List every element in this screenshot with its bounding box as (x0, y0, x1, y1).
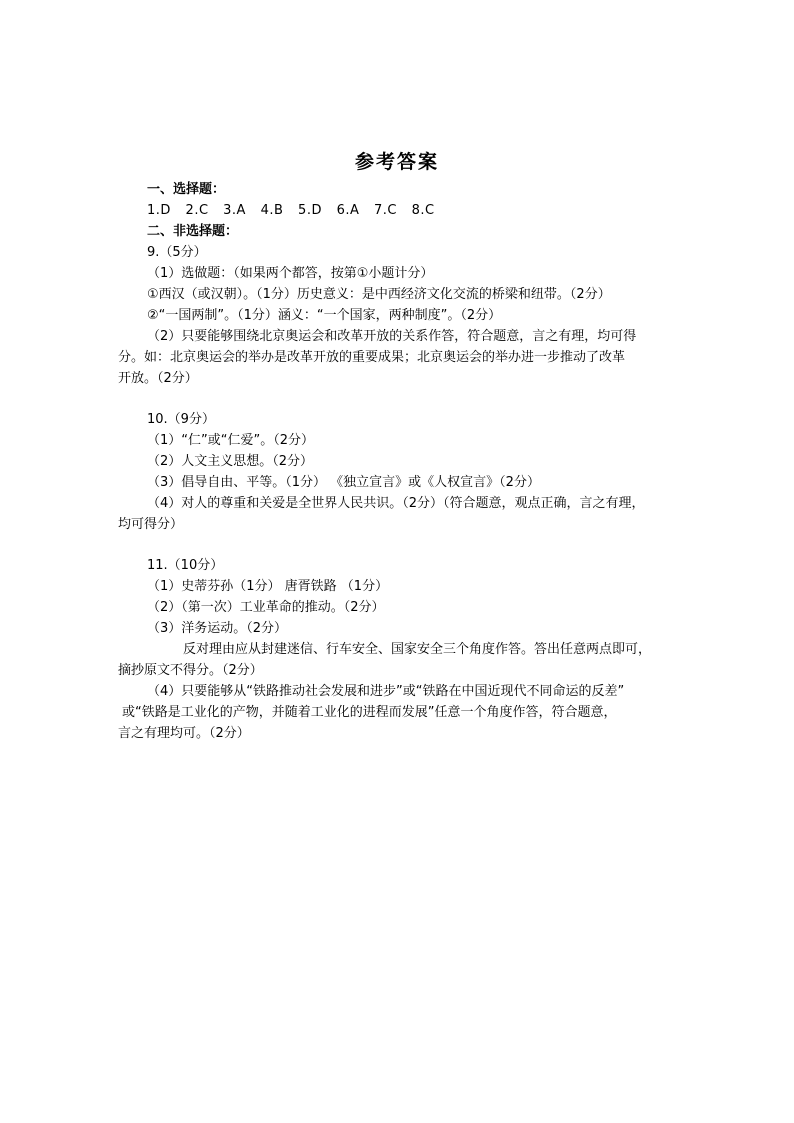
q10-line-1: （1）“仁”或“仁爱”。（2分） (147, 433, 314, 448)
multiple-choice-answers: 1.D 2.C 3.A 4.B 5.D 6.A 7.C 8.C (147, 203, 435, 218)
q11-line-3: （3）洋务运动。（2分） (147, 621, 288, 636)
q9-line-1: （1）选做题：（如果两个都答，按第①小题计分） (147, 266, 434, 281)
q9-line-3: ②“一国两制”。（1分）涵义：“一个国家，两种制度”。（2分） (147, 308, 502, 323)
q9-heading: 9.（5分） (147, 245, 207, 260)
q11-line-5: 摘抄原文不得分。（2分） (118, 663, 263, 678)
q9-line-6: 开放。（2分） (118, 371, 198, 386)
q10-line-2: （2）人文主义思想。（2分） (147, 454, 314, 469)
q9-line-5: 分。如：北京奥运会的举办是改革开放的重要成果；北京奥运会的举办进一步推动了改革 (118, 350, 626, 365)
q11-line-4: 反对理由应从封建迷信、行车安全、国家安全三个角度作答。答出任意两点即可， (183, 642, 652, 657)
q11-line-7: 或“铁路是工业化的产物，并随着工业化的进程而发展”任意一个角度作答，符合题意， (122, 705, 617, 720)
q11-line-6: （4）只要能够从“铁路推动社会发展和进步”或“铁路在中国近现代不同命运的反差” (147, 684, 625, 699)
q9-line-4: （2）只要能够围绕北京奥运会和改革开放的关系作答，符合题意，言之有理，均可得 (147, 329, 637, 344)
q9-line-2: ①西汉（或汉朝）。（1分）历史意义：是中西经济文化交流的桥梁和纽带。（2分） (147, 287, 611, 302)
q10-line-5: 均可得分） (118, 517, 184, 532)
q10-line-3: （3）倡导自由、平等。（1分） 《独立宣言》或《人权宣言》（2分） (147, 475, 540, 490)
q11-line-2: （2）（第一次）工业革命的推动。（2分） (147, 600, 385, 615)
section-2-heading: 二、非选择题： (147, 224, 239, 239)
section-1-heading: 一、选择题： (147, 182, 226, 197)
q11-heading: 11.（10分） (147, 558, 224, 573)
q10-line-4: （4）对人的尊重和关爱是全世界人民共识。（2分）（符合题意，观点正确，言之有理， (147, 496, 645, 511)
q10-heading: 10.（9分） (147, 412, 215, 427)
q11-line-1: （1）史蒂芬孙（1分） 唐胥铁路 （1分） (147, 579, 389, 594)
page-title: 参考答案 (354, 151, 439, 173)
q11-line-8: 言之有理均可。（2分） (118, 726, 250, 741)
